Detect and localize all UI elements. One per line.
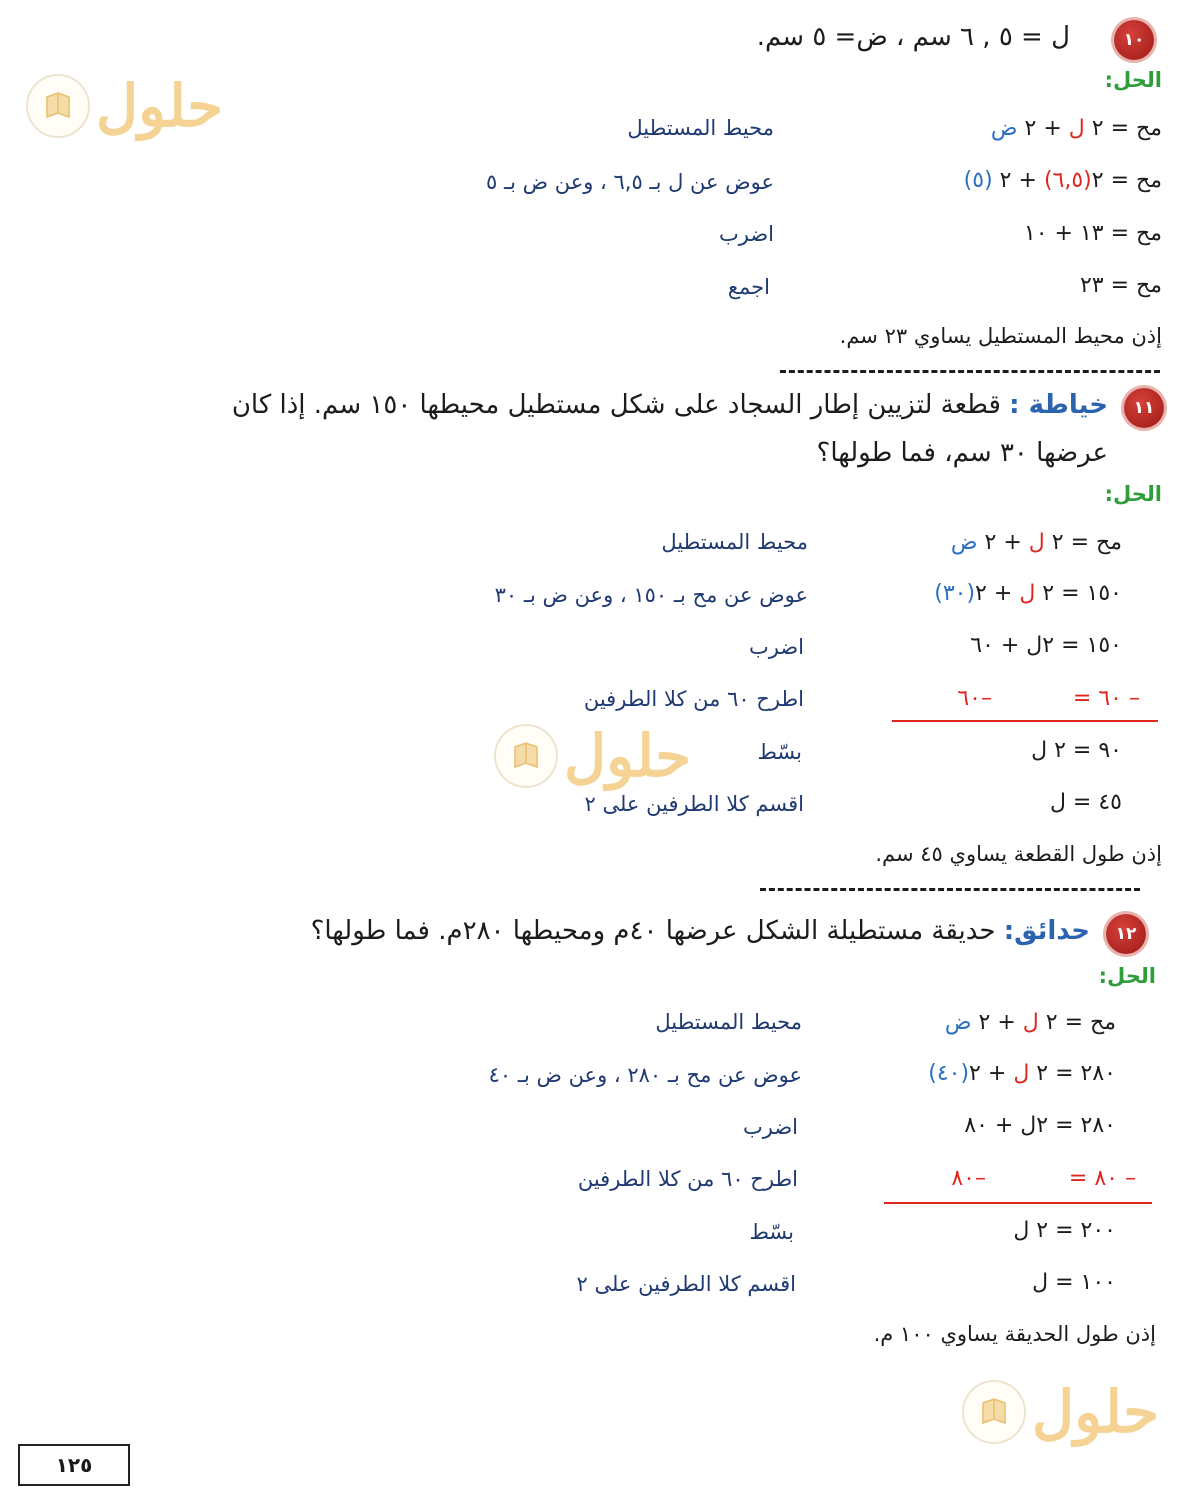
step-explanation: بسّط — [749, 1220, 794, 1244]
step-explanation: اطرح ٦٠ من كلا الطرفين — [577, 1167, 798, 1191]
equation-line: ٩٠ = ٢ ل — [1031, 738, 1122, 763]
equation-line: ١٠٠ = ل — [1032, 1270, 1116, 1295]
step-explanation: اطرح ٦٠ من كلا الطرفين — [583, 687, 804, 711]
step-explanation: عوض عن مح بـ ٢٨٠ ، وعن ض بـ ٤٠ — [488, 1063, 802, 1087]
section-divider — [760, 888, 1140, 891]
watermark-text: حلول — [1032, 1378, 1160, 1446]
solution-label: الحل: — [1098, 964, 1156, 988]
equation-line: مح = ٢ ل + ٢ ض — [950, 530, 1122, 555]
equation-line: مح = ٢(٦,٥) + ٢ (٥) — [963, 168, 1162, 193]
solution-label: الحل: — [1104, 68, 1162, 92]
equation-line: مح = ١٣ + ١٠ — [1023, 221, 1162, 246]
problem-number-badge: ١٠ — [1114, 20, 1154, 60]
conclusion: إذن محيط المستطيل يساوي ٢٣ سم. — [839, 324, 1162, 348]
equation-line: ٢٨٠ = ٢ل + ٨٠ — [964, 1113, 1116, 1138]
step-explanation: اقسم كلا الطرفين على ٢ — [576, 1272, 796, 1296]
equation-line: ١٥٠ = ٢ل + ٦٠ — [970, 633, 1122, 658]
book-icon — [494, 724, 558, 788]
problem-number-badge: ١١ — [1124, 388, 1164, 428]
problem-question-line2: عرضها ٣٠ سم، فما طولها؟ — [816, 438, 1108, 468]
equation-line: ٢٨٠ = ٢ ل + ٢(٤٠) — [928, 1061, 1116, 1086]
conclusion: إذن طول الحديقة يساوي ١٠٠ م. — [873, 1322, 1156, 1346]
problem-question: خياطة : قطعة لتزيين إطار السجاد على شكل مستطيل محيطها ١٥٠ سم. إذا كان — [231, 390, 1108, 420]
step-explanation: اضرب — [718, 222, 774, 246]
step-explanation: عوض عن مح بـ ١٥٠ ، وعن ض بـ ٣٠ — [494, 583, 808, 607]
page-number: ١٢٥ — [18, 1444, 130, 1486]
watermark-logo — [26, 72, 223, 140]
step-explanation: بسّط — [757, 740, 802, 764]
book-icon — [962, 1380, 1026, 1444]
step-explanation: محيط المستطيل — [661, 530, 808, 554]
watermark-logo — [494, 722, 691, 790]
problem-number-badge: ١٢ — [1106, 914, 1146, 954]
step-explanation: محيط المستطيل — [655, 1010, 802, 1034]
step-explanation: اجمع — [727, 275, 770, 299]
book-icon — [26, 74, 90, 138]
subtraction-rule — [884, 1202, 1152, 1204]
equation-line: مح = ٢٣ — [1079, 273, 1162, 298]
watermark-text: حلول — [564, 722, 692, 790]
equation-line: ٢٠٠ = ٢ ل — [1013, 1218, 1116, 1243]
subtract-right: –٦٠ — [957, 686, 992, 711]
equation-line: ٤٥ = ل — [1049, 790, 1122, 815]
problem-topic: خياطة : — [1009, 390, 1108, 420]
problem-question: حدائق: حديقة مستطيلة الشكل عرضها ٤٠م ومحيطها ٢٨٠م. فما طولها؟ — [310, 916, 1090, 946]
section-divider — [780, 370, 1160, 373]
equation-line: ١٥٠ = ٢ ل + ٢(٣٠) — [934, 581, 1122, 606]
problem-topic: حدائق: — [1003, 916, 1090, 946]
subtract-left: – ٨٠ = — [1068, 1166, 1136, 1191]
equation-line: مح = ٢ ل + ٢ ض — [944, 1010, 1116, 1035]
step-explanation: اضرب — [748, 635, 804, 659]
solution-label: الحل: — [1104, 482, 1162, 506]
watermark-logo — [962, 1378, 1159, 1446]
problem-question: ل = ٥ , ٦ سم ، ض= ٥ سم. — [756, 22, 1070, 52]
conclusion: إذن طول القطعة يساوي ٤٥ سم. — [875, 842, 1162, 866]
equation-line: مح = ٢ ل + ٢ ض — [990, 116, 1162, 141]
subtraction-rule — [892, 720, 1158, 722]
step-explanation: محيط المستطيل — [627, 116, 774, 140]
step-explanation: عوض عن ل بـ ٦,٥ ، وعن ض بـ ٥ — [486, 170, 774, 194]
subtract-left: – ٦٠ = — [1072, 686, 1140, 711]
step-explanation: اقسم كلا الطرفين على ٢ — [584, 792, 804, 816]
watermark-text: حلول — [96, 72, 224, 140]
subtract-right: –٨٠ — [951, 1166, 986, 1191]
step-explanation: اضرب — [742, 1115, 798, 1139]
